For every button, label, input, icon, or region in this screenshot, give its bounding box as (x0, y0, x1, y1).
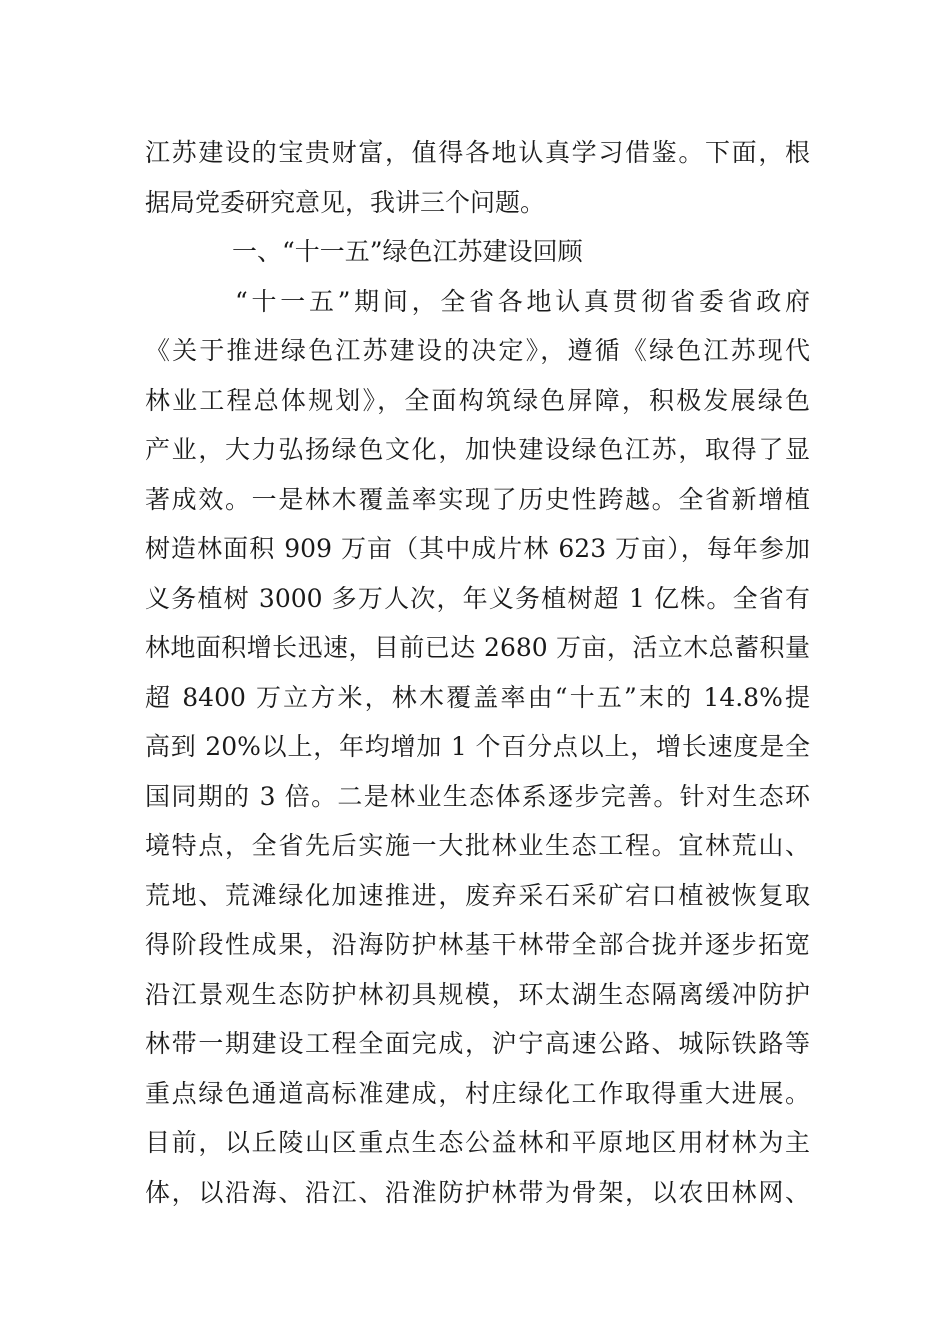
text-line: 林地面积增长迅速，目前已达 2680 万亩，活立木总蓄积量 (145, 633, 810, 662)
text-line: 高到 20%以上，年均增加 1 个百分点以上，增长速度是全 (145, 732, 810, 761)
text-line: 江苏建设的宝贵财富，值得各地认真学习借鉴。下面，根 (145, 138, 810, 167)
text-line: 境特点，全省先后实施一大批林业生态工程。宜林荒山、 (145, 831, 810, 860)
text-line: 目前，以丘陵山区重点生态公益林和平原地区用材林为主 (145, 1128, 810, 1157)
text-line: 得阶段性成果，沿海防护林基干林带全部合拢并逐步拓宽 (145, 930, 810, 959)
text-line: 据局党委研究意见，我讲三个问题。 (145, 187, 546, 217)
paragraph-first-line: “十一五”期间，全省各地认真贯彻省委省政府 (235, 286, 810, 316)
body-text (145, 128, 810, 1217)
text-line: 林带一期建设工程全面完成，沪宁高速公路、城际铁路等 (145, 1029, 810, 1058)
text-line: 树造林面积 909 万亩（其中成片林 623 万亩），每年参加 (145, 534, 810, 563)
text-line: 沿江景观生态防护林初具规模，环太湖生态隔离缓冲防护 (145, 979, 810, 1009)
text-line: 国同期的 3 倍。二是林业生态体系逐步完善。针对生态环 (145, 781, 810, 811)
text-line: 著成效。一是林木覆盖率实现了历史性跨越。全省新增植 (145, 484, 810, 514)
text-line: 重点绿色通道高标准建成，村庄绿化工作取得重大进展。 (145, 1078, 810, 1108)
section-heading: 一、“十一五”绿色江苏建设回顾 (232, 237, 583, 266)
text-line: 超 8400 万立方米，林木覆盖率由“十五”末的 14.8%提 (145, 682, 810, 712)
text-line: 体，以沿海、沿江、沿淮防护林带为骨架，以农田林网、 (145, 1177, 810, 1207)
text-line: 《关于推进绿色江苏建设的决定》，遵循《绿色江苏现代 (145, 336, 810, 365)
text-line: 荒地、荒滩绿化加速推进，废弃采石采矿宕口植被恢复取 (145, 880, 810, 910)
text-line: 林业工程总体规划》，全面构筑绿色屏障，积极发展绿色 (145, 385, 810, 415)
text-line: 产业，大力弘扬绿色文化，加快建设绿色江苏，取得了显 (145, 435, 810, 464)
text-line: 义务植树 3000 多万人次，年义务植树超 1 亿株。全省有 (145, 583, 810, 613)
